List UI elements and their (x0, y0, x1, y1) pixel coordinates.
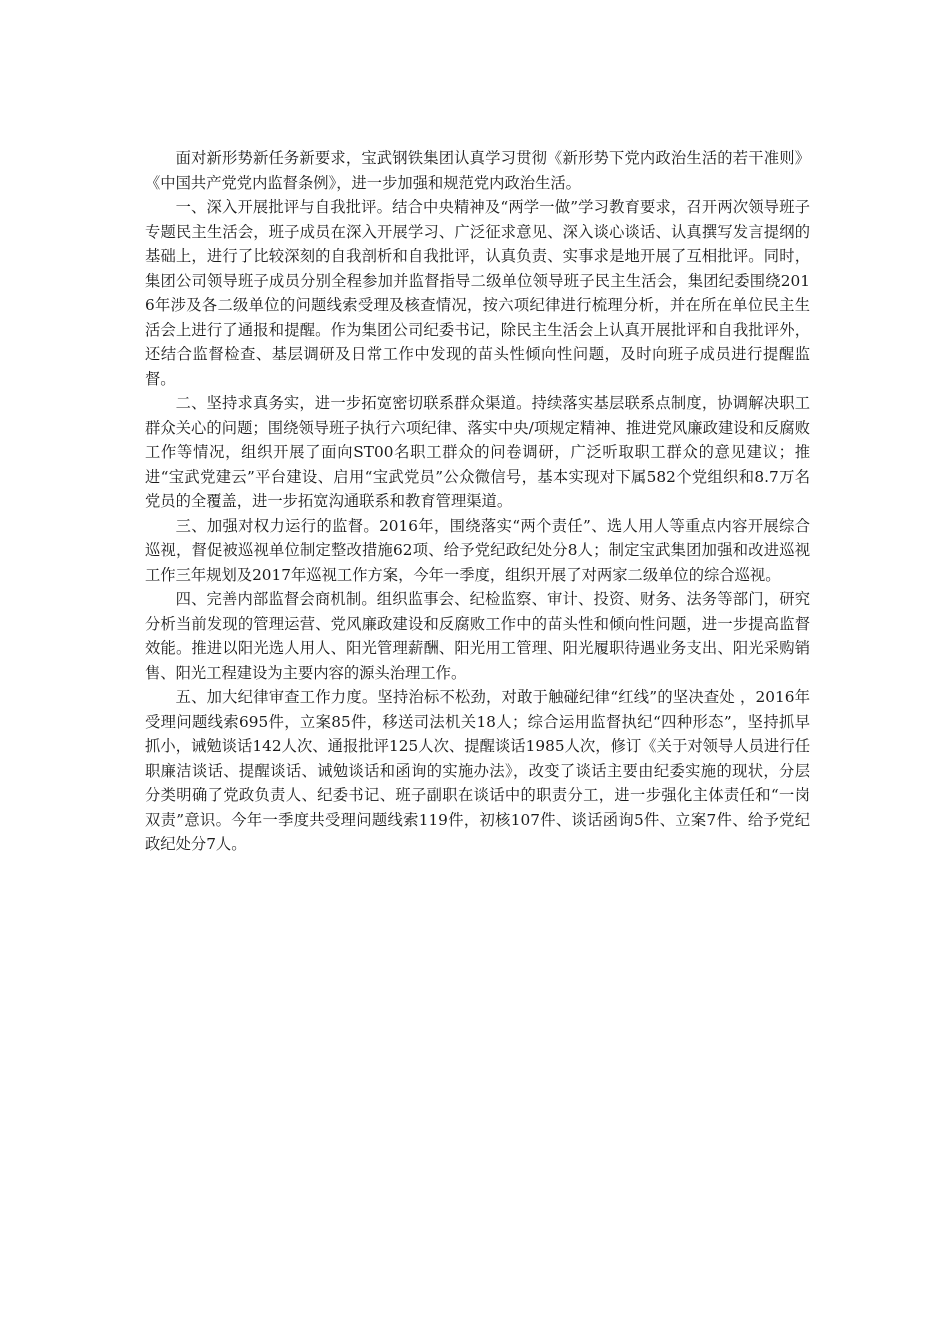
document-body (145, 146, 810, 857)
section-discipline-review-paragraph: 五、加大纪律审查工作力度。坚持治标不松劲，对敢于触碰纪律“红线”的坚决查处 ，2016年受理问题线索695件，立案85件，移送司法机关18人；综合运用监督执纪“四种形态”，坚持抓早抓小，诫勉谈话142人次、通报批评125人次、提醒谈话1985人次，修订《关于对领导人员进行任职廉洁谈话、提醒谈话、诫勉谈话和函询的实施办法》，改变了谈话主要由纪委实施的现状，分层分类明确了党政负责人、纪委书记、班子副职在谈话中的职责分工，进一步强化主体责任和“一岗双责”意识。今年一季度共受理问题线索119件，初核107件、谈话函询5件、立案7件、给予党纪政纪处分7人。 (145, 688, 810, 853)
section-criticism-paragraph: 一、深入开展批评与自我批评。结合中央精神及“两学一做”学习教育要求，召开两次领导班子专题民主生活会，班子成员在深入开展学习、广泛征求意见、深入谈心谈话、认真撰写发言提纲的基础上，进行了比较深刻的自我剖析和自我批评，认真负责、实事求是地开展了互相批评。同时，集团公司领导班子成员分别全程参加并监督指导二级单位领导班子民主生活会，集团纪委围绕2016年涉及各二级单位的问题线索受理及核查情况，按六项纪律进行梳理分析，并在所在单位民主生活会上进行了通报和提醒。作为集团公司纪委书记，除民主生活会上认真开展批评和自我批评外，还结合监督检查、基层调研及日常工作中发现的苗头性倾向性问题，及时向班子成员进行提醒监督。 (145, 198, 810, 388)
section-masses-paragraph: 二、坚持求真务实，进一步拓宽密切联系群众渠道。持续落实基层联系点制度，协调解决职工群众关心的问题；围绕领导班子执行六项纪律、落实中央/项规定精神、推进党风廉政建设和反腐败工作等情况，组织开展了面向ST00名职工群众的问卷调研，广泛听取职工群众的意见建议；推进“宝武党建云”平台建设、启用“宝武党员”公众微信号，基本实现对下属582个党组织和8.7万名党员的全覆盖，进一步拓宽沟通联系和教育管理渠道。 (145, 394, 810, 510)
section-internal-supervision-paragraph: 四、完善内部监督会商机制。组织监事会、纪检监察、审计、投资、财务、法务等部门，研究分析当前发现的管理运营、党风廉政建设和反腐败工作中的苗头性和倾向性问题，进一步提高监督效能。推进以阳光选人用人、阳光管理薪酬、阳光用工管理、阳光履职待遇业务支出、阳光采购销售、阳光工程建设为主要内容的源头治理工作。 (145, 590, 810, 682)
intro-paragraph: 面对新形势新任务新要求，宝武钢铁集团认真学习贯彻《新形势下党内政治生活的若干准则》《中国共产党党内监督条例》，进一步加强和规范党内政治生活。 (145, 149, 810, 192)
section-power-supervision-paragraph: 三、加强对权力运行的监督。2016年，围绕落实“两个责任”、选人用人等重点内容开展综合巡视，督促被巡视单位制定整改措施62项、给予党纪政纪处分8人；制定宝武集团加强和改进巡视工作三年规划及2017年巡视工作方案，今年一季度，组织开展了对两家二级单位的综合巡视。 (145, 516, 810, 584)
